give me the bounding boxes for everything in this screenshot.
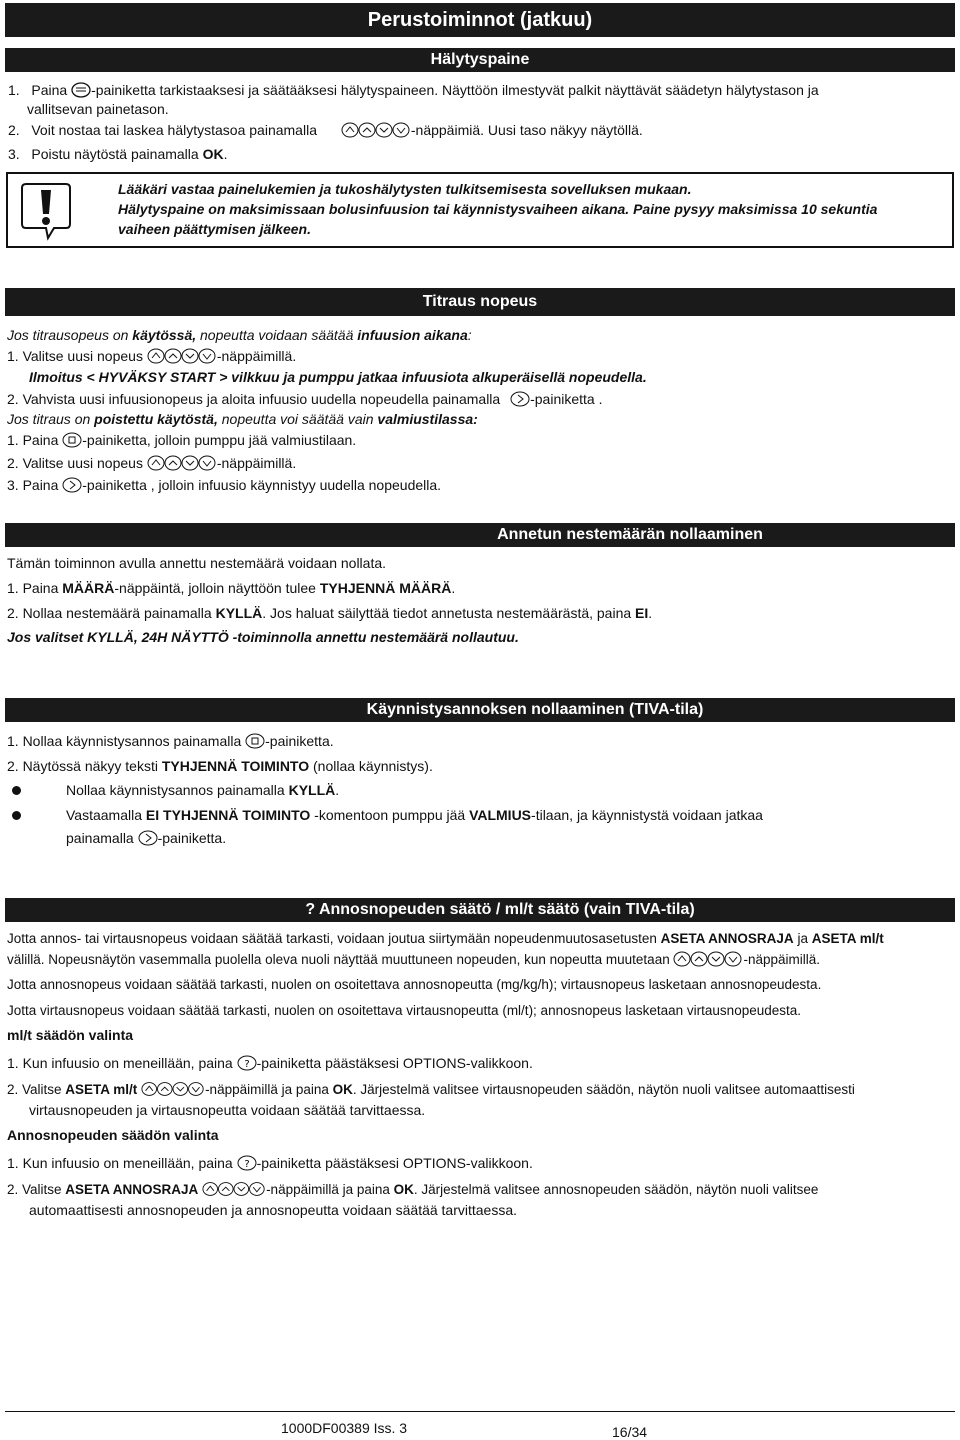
up-down-arrows-icon — [141, 1081, 205, 1102]
titration-p-step-2: 2. Valitse uusi nopeus -näppäimillä. — [7, 454, 296, 475]
section-header-titration — [5, 288, 955, 316]
footer-divider — [5, 1411, 955, 1412]
tiva-bullet-2-cont: painamalla -painiketta. — [66, 829, 226, 850]
alarm-step-1: 1. Paina -painiketta tarkistaaksesi ja säätääksesi hälytyspaineen. Näyttöön ilmestyvät palkit näyttävät säädetyn hälytystason ja — [8, 81, 819, 102]
warning-line-2: Hälytyspaine on maksimissaan bolusinfuusion tai käynnistysvaiheen aikana. Paine pysyy maksimissa 10 sekuntia — [118, 201, 878, 217]
titration-p-step-1: 1. Paina -painiketta, jolloin pumppu jää valmiustilaan. — [7, 431, 356, 452]
section-title: Hälytyspaine — [430, 51, 530, 68]
warning-line-1: Lääkäri vastaa painelukemien ja tukoshälytysten tulkitsemisesta sovelluksen mukaan. — [118, 181, 692, 197]
dose-ml-step-2-cont: virtausnopeuden ja virtausnopeutta voidaan säätää tarvittaessa. — [29, 1102, 426, 1118]
titration-intro: Jos titrausopeus on käytössä, nopeutta voidaan säätää infuusion aikana: — [7, 327, 472, 343]
titration-p-step-3: 3. Paina -painiketta , jolloin infuusio käynnistyy uudella nopeudella. — [7, 476, 441, 497]
bullet-icon — [12, 786, 21, 795]
dose-para-2: Jotta annosnopeus voidaan säätää tarkasti, nuolen on osoitettava annosnopeutta (mg/kg/h); virtausnopeus lasketaan annosnopeudesta. — [7, 977, 822, 992]
section-title: Titraus nopeus — [422, 293, 538, 310]
alarm-step-3: 3. Poistu näytöstä painamalla OK. — [8, 146, 228, 162]
stop-button-icon — [62, 432, 82, 452]
tiva-step-2: 2. Näytössä näkyy teksti TYHJENNÄ TOIMINTO (nollaa käynnistys). — [7, 758, 433, 774]
dose-a-step-2: 2. Valitse ASETA ANNOSRAJA -näppäimillä ja paina OK. Järjestelmä valitsee annosnopeuden säädön, näytön nuoli valitsee — [7, 1181, 818, 1202]
svg-text:?: ? — [243, 1059, 250, 1070]
section-header-volume — [5, 523, 955, 547]
section-title: Annetun nestemäärän nollaaminen — [497, 526, 763, 543]
dose-ml-step-1: 1. Kun infuusio on meneillään, paina ? -painiketta päästäksesi OPTIONS-valikkoon. — [7, 1054, 533, 1075]
tiva-bullet-2: Vastaamalla EI TYHJENNÄ TOIMINTO -komentoon pumppu jää VALMIUS-tilaan, ja käynnistystä voidaan jatkaa — [66, 807, 763, 823]
dose-para-1-cont: välillä. Nopeusnäytön vasemmalla puolella oleva nuoli näyttää muuttuneen nopeuden, kun nopeutta muutetaan -näppäimillä. — [7, 951, 820, 972]
start-button-icon — [138, 830, 158, 850]
dose-ml-step-2: 2. Valitse ASETA ml/t -näppäimillä ja paina OK. Järjestelmä valitsee virtausnopeuden säädön, näytön nuoli valitsee automaattisesti — [7, 1081, 855, 1102]
up-down-arrows-icon — [673, 951, 743, 972]
options-button-icon — [237, 1155, 257, 1175]
warning-line-3: vaiheen päättymisen jälkeen. — [118, 221, 311, 237]
options-button-icon — [237, 1055, 257, 1075]
up-down-arrows-icon — [341, 122, 411, 142]
stop-button-icon — [245, 733, 265, 753]
dose-a-step-1: 1. Kun infuusio on meneillään, paina ? -painiketta päästäksesi OPTIONS-valikkoon. — [7, 1154, 533, 1175]
section-header-dose — [5, 898, 955, 922]
section-title: Käynnistysannoksen nollaaminen (TIVA-tila) — [366, 701, 704, 718]
tiva-bullet-1: Nollaa käynnistysannos painamalla KYLLÄ. — [66, 782, 340, 798]
up-down-arrows-icon — [202, 1181, 266, 1202]
up-down-arrows-icon — [147, 348, 217, 368]
bullet-icon — [12, 811, 21, 820]
alarm-step-2: 2. Voit nostaa tai laskea hälytystasoa painamalla -näppäimiä. Uusi taso näkyy näytöllä. — [8, 121, 643, 142]
footer-page-number: 16/34 — [612, 1424, 648, 1440]
dose-heading-dose: Annosnopeuden säädön valinta — [7, 1127, 219, 1143]
section-title: ? Annosnopeuden säätö / ml/t säätö (vain TIVA-tila) — [305, 901, 695, 918]
dose-heading-ml: ml/t säädön valinta — [7, 1027, 134, 1043]
titration-step-1: 1. Valitse uusi nopeus -näppäimillä. — [7, 347, 296, 368]
menu-button-icon — [71, 82, 91, 102]
tiva-step-1: 1. Nollaa käynnistysannos painamalla -painiketta. — [7, 732, 334, 753]
dose-para-1: Jotta annos- tai virtausnopeus voidaan säätää tarkasti, voidaan joutua siirtymään nopeudenmuutosasetusten ASETA ANNOSRAJA ja ASETA ml/t — [7, 931, 884, 946]
page-title: Perustoiminnot (jatkuu) — [367, 9, 593, 31]
dose-a-step-2-cont: automaattisesti annosnopeuden ja annosnopeutta voidaan säätää tarvittaessa. — [29, 1202, 518, 1218]
start-button-icon — [510, 391, 530, 411]
volume-step-2: 2. Nollaa nestemäärä painamalla KYLLÄ. Jos haluat säilyttää tiedot annetusta nestemäärästä, paina EI. — [7, 605, 653, 621]
section-header-alarm — [5, 48, 955, 72]
titration-notice: Ilmoitus < HYVÄKSY START > vilkkuu ja pumppu jatkaa infuusiota alkuperäisellä nopeudella. — [29, 369, 647, 385]
warning-box — [6, 172, 954, 248]
volume-step-1: 1. Paina MÄÄRÄ-näppäintä, jolloin näyttöön tulee TYHJENNÄ MÄÄRÄ. — [7, 580, 456, 596]
svg-text:?: ? — [243, 1159, 250, 1170]
start-button-icon — [62, 477, 82, 497]
titration-intro-2: Jos titraus on poistettu käytöstä, nopeutta voi säätää vain valmiustilassa: — [7, 411, 478, 427]
volume-intro: Tämän toiminnon avulla annettu nestemäärä voidaan nollata. — [7, 555, 387, 571]
up-down-arrows-icon — [147, 455, 217, 475]
page-title-bar — [5, 3, 955, 37]
footer-doc-id: 1000DF00389 Iss. 3 — [281, 1420, 408, 1436]
dose-para-3: Jotta virtausnopeus voidaan säätää tarkasti, nuolen on osoitettava virtausnopeutta (ml/t); annosnopeus lasketaan virtausnopeudesta. — [7, 1003, 802, 1018]
warning-icon — [18, 180, 74, 245]
alarm-step-1-cont: vallitsevan painetason. — [27, 101, 169, 117]
volume-note: Jos valitset KYLLÄ, 24H NÄYTTÖ -toiminnolla annettu nestemäärä nollautuu. — [7, 629, 519, 645]
titration-step-2: 2. Vahvista uusi infuusionopeus ja aloita infuusio uudella nopeudella painamalla -painiketta . — [7, 390, 602, 411]
section-header-tiva — [5, 698, 955, 722]
